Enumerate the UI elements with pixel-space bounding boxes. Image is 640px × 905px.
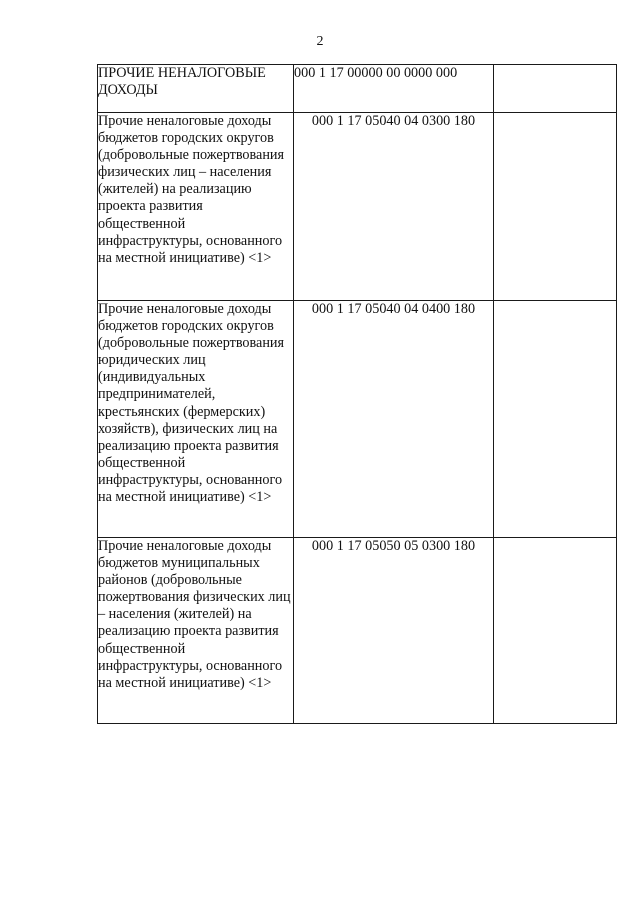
revenue-name: ПРОЧИЕ НЕНАЛОГОВЫЕ ДОХОДЫ <box>98 65 266 99</box>
revenue-name-cell <box>98 113 294 301</box>
revenue-name: Прочие неналоговые доходы бюджетов городских округов (добровольные пожертвования юридических лиц (индивидуальных предпринимателей, крестьянских (фермерских) хозяйств), физических лиц на реализацию проекта развития общественной инфраструктуры, основанного на местной инициативе) <1> <box>98 301 285 506</box>
revenue-value <box>494 113 617 301</box>
table-row <box>98 538 617 724</box>
revenue-value <box>494 301 617 538</box>
revenue-codes-table <box>97 64 617 724</box>
revenue-code: 000 1 17 05040 04 0400 180 <box>294 301 494 538</box>
revenue-value <box>494 538 617 724</box>
revenue-code: 000 1 17 05050 05 0300 180 <box>294 538 494 724</box>
revenue-code: 000 1 17 00000 00 0000 000 <box>294 65 494 113</box>
revenue-name-cell <box>98 538 294 724</box>
revenue-code: 000 1 17 05040 04 0300 180 <box>294 113 494 301</box>
table-row <box>98 65 617 113</box>
revenue-name-cell <box>98 301 294 538</box>
revenue-value <box>494 65 617 113</box>
table-row <box>98 301 617 538</box>
revenue-name: Прочие неналоговые доходы бюджетов городских округов (добровольные пожертвования физических лиц – населения (жителей) на реализацию проекта развития общественной инфраструктуры, основанного на местной инициативе) <1> <box>98 113 285 266</box>
page-number: 2 <box>316 34 324 49</box>
table-row <box>98 113 617 301</box>
revenue-name: Прочие неналоговые доходы бюджетов муниципальных районов (добровольные пожертвования физических лиц – населения (жителей) на реализацию проекта развития общественной инфраструктуры, основанного на местной инициативе) <1> <box>98 538 291 691</box>
revenue-name-cell <box>98 65 294 113</box>
